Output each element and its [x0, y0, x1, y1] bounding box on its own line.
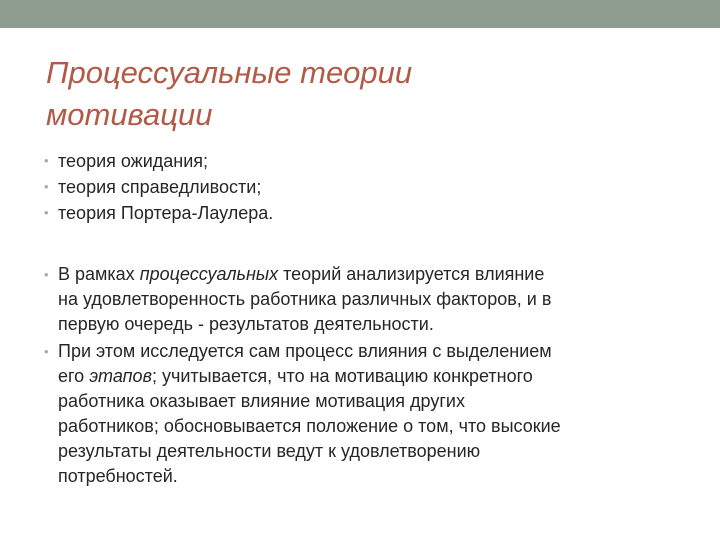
list-item-text: теория Портера-Лаулера.	[58, 203, 274, 223]
bullet-icon: •	[44, 205, 49, 220]
text-run: В рамках	[58, 264, 140, 284]
theory-list	[44, 148, 684, 226]
text-run: его	[58, 366, 90, 386]
top-decorative-bar	[0, 0, 720, 28]
list-item	[44, 148, 684, 174]
list-item	[44, 174, 684, 200]
list-item-text: теория справедливости;	[58, 177, 262, 197]
paragraph-line	[58, 262, 684, 287]
bullet-icon: •	[44, 344, 49, 359]
paragraph-line: первую очередь - результатов деятельности.	[58, 314, 434, 334]
paragraph-line: на удовлетворенность работника различных факторов, и в	[58, 289, 552, 309]
paragraph-line: работника оказывает влияние мотивация других	[58, 391, 465, 411]
bullet-icon: •	[44, 267, 49, 282]
paragraph-line: При этом исследуется сам процесс влияния с выделением	[58, 341, 552, 361]
emphasized-term: этапов	[89, 366, 152, 386]
bullet-icon: •	[44, 179, 49, 194]
title-line-2: мотивации	[46, 97, 213, 132]
paragraph-line	[58, 364, 684, 389]
emphasized-term: процессуальных	[139, 264, 279, 284]
bullet-icon: •	[44, 153, 49, 168]
list-item-text: теория ожидания;	[58, 151, 209, 171]
text-run: теорий анализируется влияние	[278, 264, 545, 284]
paragraph-item	[44, 339, 684, 489]
title-line-1: Процессуальные теории	[46, 55, 413, 90]
paragraph-item	[44, 262, 684, 337]
paragraph-line: потребностей.	[58, 466, 178, 486]
list-item	[44, 200, 684, 226]
slide-title	[46, 52, 686, 136]
paragraph-line: результаты деятельности ведут к удовлетворению	[58, 441, 481, 461]
text-run: ; учитывается, что на мотивацию конкретного	[151, 366, 533, 386]
description-list	[44, 262, 684, 489]
paragraph-line: работников; обосновывается положение о том, что высокие	[58, 416, 561, 436]
